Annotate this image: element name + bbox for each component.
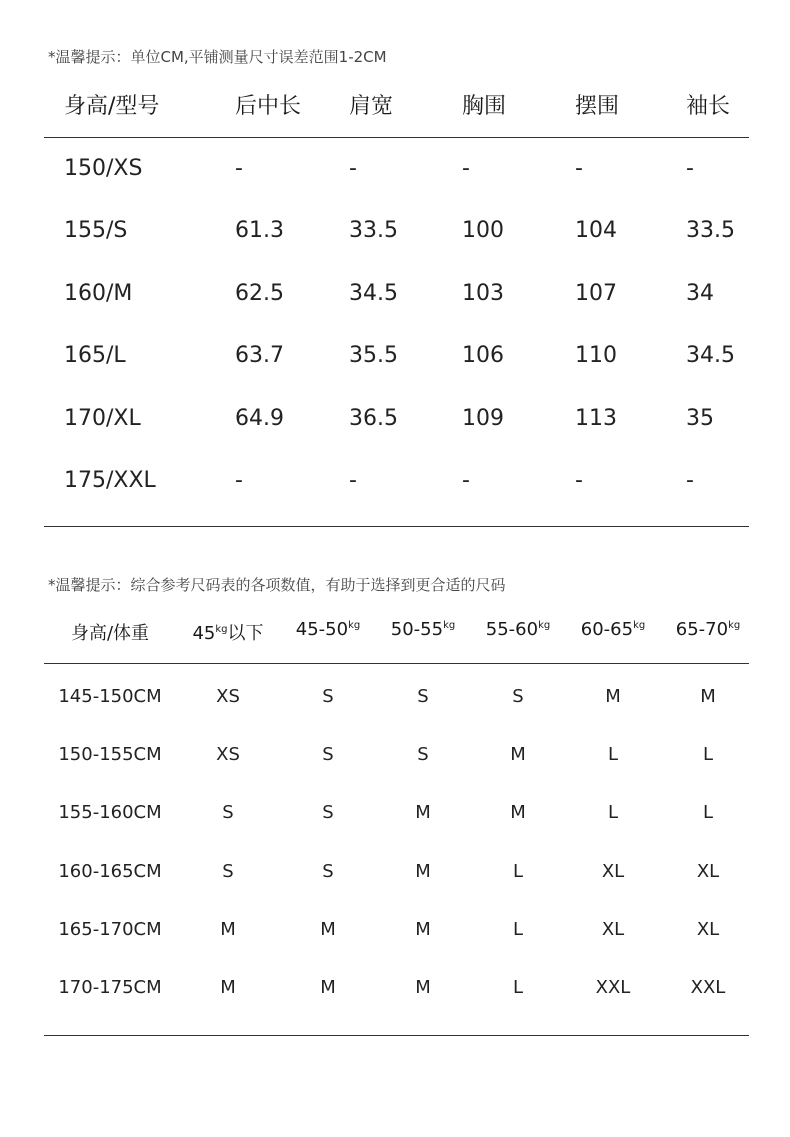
- column-header: 摆围: [575, 94, 620, 119]
- row-label: 150-155CM: [58, 744, 162, 765]
- header-label: 60-65: [580, 619, 634, 640]
- size-cell: XS: [216, 744, 240, 765]
- column-header: 肩宽: [349, 94, 394, 119]
- table-cell: 113: [575, 406, 617, 431]
- column-header: [391, 619, 455, 640]
- column-header: [676, 619, 740, 640]
- column-header: [192, 619, 263, 645]
- table-header-divider: [44, 663, 749, 664]
- table-cell: 100: [462, 218, 504, 243]
- table-cell: 104: [575, 218, 617, 243]
- table-cell: -: [575, 156, 583, 181]
- size-cell: M: [415, 919, 431, 940]
- row-label: 170/XL: [64, 406, 141, 431]
- header-label: 65-70: [675, 619, 729, 640]
- table-cell: -: [235, 156, 243, 181]
- size-cell: S: [222, 802, 234, 823]
- table-cell: 35: [686, 406, 714, 431]
- table-cell: 64.9: [235, 406, 284, 431]
- table-cell: 103: [462, 281, 504, 306]
- unit-superscript: kg: [443, 620, 456, 631]
- row-label: 160/M: [64, 281, 133, 306]
- size-cell: XS: [216, 686, 240, 707]
- size-cell: XXL: [690, 977, 726, 998]
- table-cell: -: [575, 468, 583, 493]
- table-bottom-divider: [44, 1035, 749, 1036]
- size-cell: M: [605, 686, 621, 707]
- table-cell: 110: [575, 343, 617, 368]
- size-cell: L: [512, 977, 524, 998]
- table-header-divider: [44, 137, 749, 138]
- table-cell: 63.7: [235, 343, 284, 368]
- size-cell: L: [607, 802, 619, 823]
- column-header: 后中长: [235, 94, 302, 119]
- size-cell: M: [415, 977, 431, 998]
- column-header: 袖长: [686, 94, 731, 119]
- row-label: 160-165CM: [58, 861, 162, 882]
- table-cell: 106: [462, 343, 504, 368]
- table-cell: -: [462, 156, 470, 181]
- table-cell: 107: [575, 281, 617, 306]
- size-cell: S: [512, 686, 524, 707]
- header-label: 45: [192, 623, 216, 644]
- size-cell: L: [512, 919, 524, 940]
- size-cell: L: [702, 802, 714, 823]
- table-cell: 34.5: [686, 343, 735, 368]
- table-cell: -: [235, 468, 243, 493]
- table-cell: 35.5: [349, 343, 398, 368]
- unit-superscript: kg: [728, 620, 741, 631]
- column-header: [486, 619, 550, 640]
- table-cell: -: [686, 468, 694, 493]
- column-header: [296, 619, 360, 640]
- size-cell: S: [322, 744, 334, 765]
- size-cell: S: [322, 686, 334, 707]
- size-cell: XXL: [595, 977, 631, 998]
- row-label: 155-160CM: [58, 802, 162, 823]
- unit-superscript: kg: [538, 620, 551, 631]
- size-cell: M: [510, 802, 526, 823]
- table-cell: 61.3: [235, 218, 284, 243]
- table-bottom-divider: [44, 526, 749, 527]
- size-cell: XL: [601, 919, 625, 940]
- row-label: 165/L: [64, 343, 126, 368]
- size-cell: XL: [696, 861, 720, 882]
- size-cell: XL: [696, 919, 720, 940]
- row-label: 170-175CM: [58, 977, 162, 998]
- size-cell: L: [702, 744, 714, 765]
- size-cell: L: [512, 861, 524, 882]
- fit-guide-note: *温馨提示：综合参考尺码表的各项数值，有助于选择到更合适的尺码: [48, 576, 506, 594]
- column-header: [581, 619, 645, 640]
- size-cell: M: [320, 977, 336, 998]
- header-suffix: 以下: [227, 623, 264, 644]
- header-label: 55-60: [485, 619, 539, 640]
- table-cell: -: [686, 156, 694, 181]
- row-label: 165-170CM: [58, 919, 162, 940]
- unit-superscript: kg: [348, 620, 361, 631]
- unit-superscript: kg: [215, 624, 228, 635]
- table-cell: -: [462, 468, 470, 493]
- size-cell: M: [510, 744, 526, 765]
- size-cell: XL: [601, 861, 625, 882]
- size-cell: M: [700, 686, 716, 707]
- table-cell: -: [349, 156, 357, 181]
- table-cell: 62.5: [235, 281, 284, 306]
- size-cell: M: [220, 919, 236, 940]
- row-label: 150/XS: [64, 156, 143, 181]
- row-label: 145-150CM: [58, 686, 162, 707]
- table-cell: 109: [462, 406, 504, 431]
- size-cell: M: [415, 802, 431, 823]
- table-cell: 36.5: [349, 406, 398, 431]
- size-cell: S: [222, 861, 234, 882]
- header-label: 50-55: [390, 619, 444, 640]
- size-cell: S: [322, 802, 334, 823]
- size-cell: S: [322, 861, 334, 882]
- table-cell: -: [349, 468, 357, 493]
- table-cell: 33.5: [349, 218, 398, 243]
- column-header: [71, 619, 149, 645]
- size-cell: M: [320, 919, 336, 940]
- column-header: 身高/型号: [64, 94, 160, 119]
- table-cell: 34: [686, 281, 714, 306]
- table-cell: 33.5: [686, 218, 735, 243]
- header-label: 45-50: [295, 619, 349, 640]
- column-header: 胸围: [462, 94, 507, 119]
- row-label: 155/S: [64, 218, 128, 243]
- table-cell: 34.5: [349, 281, 398, 306]
- size-cell: S: [417, 686, 429, 707]
- size-cell: S: [417, 744, 429, 765]
- size-cell: M: [220, 977, 236, 998]
- size-cell: L: [607, 744, 619, 765]
- measurement-note: *温馨提示：单位CM,平铺测量尺寸误差范围1-2CM: [48, 48, 387, 66]
- unit-superscript: kg: [633, 620, 646, 631]
- size-cell: M: [415, 861, 431, 882]
- header-label: 身高/体重: [70, 623, 150, 644]
- row-label: 175/XXL: [64, 468, 156, 493]
